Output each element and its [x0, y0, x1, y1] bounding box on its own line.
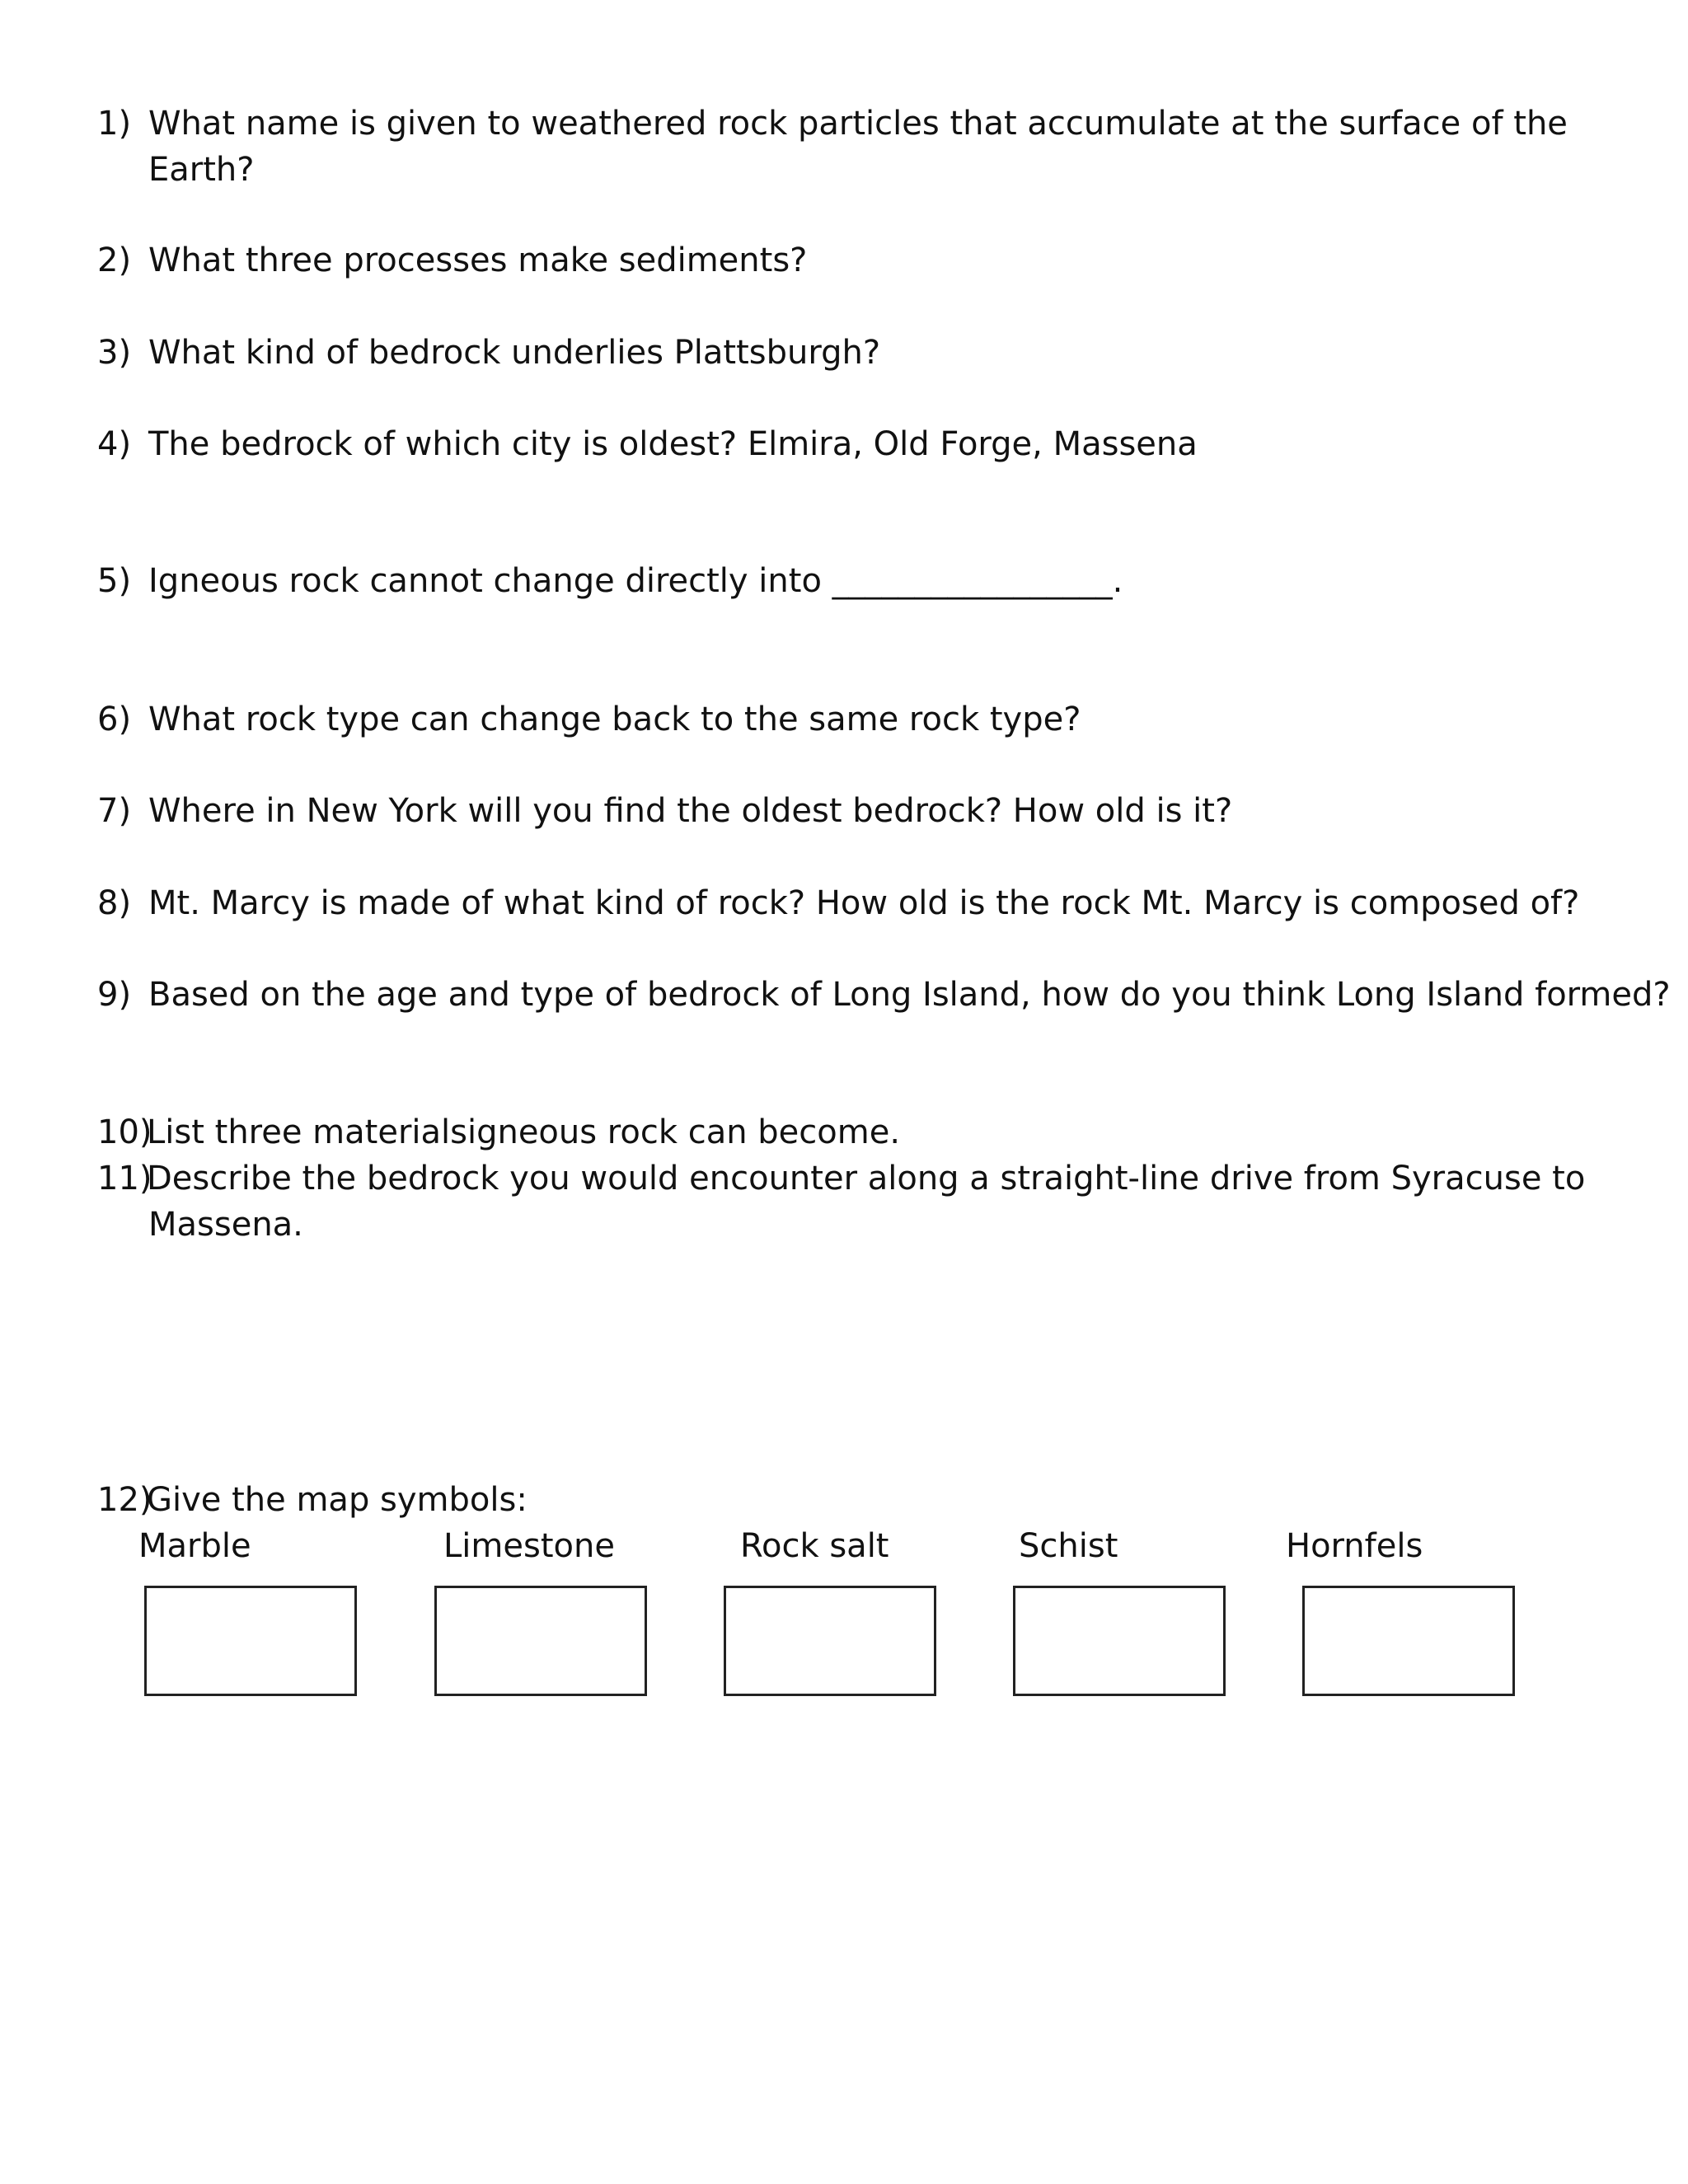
question-text: What three processes make sediments? [148, 241, 808, 279]
question-number: 4) [97, 425, 132, 463]
question-number: 2) [97, 241, 132, 279]
question-number: 1) [97, 105, 132, 143]
question-text: Give the map symbols: [147, 1481, 528, 1519]
question-text: List three materialsigneous rock can become. [147, 1113, 901, 1151]
question-number: 3) [97, 334, 132, 372]
symbol-label-marble: Marble [138, 1527, 251, 1565]
symbol-label-limestone: Limestone [443, 1527, 615, 1565]
symbol-box-rock-salt[interactable] [724, 1586, 936, 1696]
question-number: 12) [97, 1481, 152, 1519]
question-text: Igneous rock cannot change directly into _________________. [148, 562, 1123, 600]
symbol-box-schist[interactable] [1013, 1586, 1226, 1696]
question-number: 10) [97, 1113, 152, 1151]
question-number: 6) [97, 701, 132, 738]
symbol-label-hornfels: Hornfels [1286, 1527, 1423, 1565]
question-text: Describe the bedrock you would encounter along a straight-line drive from Syracuse to [147, 1160, 1586, 1197]
question-text: Based on the age and type of bedrock of Long Island, how do you think Long Island formed? [148, 976, 1671, 1014]
symbol-label-schist: Schist [1019, 1527, 1118, 1565]
question-text: What rock type can change back to the same rock type? [148, 701, 1081, 738]
symbol-box-hornfels[interactable] [1302, 1586, 1515, 1696]
question-number: 7) [97, 792, 132, 830]
question-text-continued: Earth? [148, 151, 255, 189]
question-text: What kind of bedrock underlies Plattsburgh? [148, 334, 881, 372]
question-text: What name is given to weathered rock particles that accumulate at the surface of the [148, 105, 1568, 143]
symbol-label-rock-salt: Rock salt [740, 1527, 889, 1565]
question-number: 9) [97, 976, 132, 1014]
question-text: Where in New York will you find the oldest bedrock? How old is it? [148, 792, 1233, 830]
symbol-box-marble[interactable] [144, 1586, 357, 1696]
question-text: The bedrock of which city is oldest? Elmira, Old Forge, Massena [148, 425, 1198, 463]
symbol-box-limestone[interactable] [434, 1586, 647, 1696]
question-number: 11) [97, 1160, 152, 1197]
question-number: 8) [97, 884, 132, 922]
question-text-continued: Massena. [148, 1206, 303, 1244]
question-text: Mt. Marcy is made of what kind of rock? How old is the rock Mt. Marcy is composed of? [148, 884, 1580, 922]
question-number: 5) [97, 562, 132, 600]
